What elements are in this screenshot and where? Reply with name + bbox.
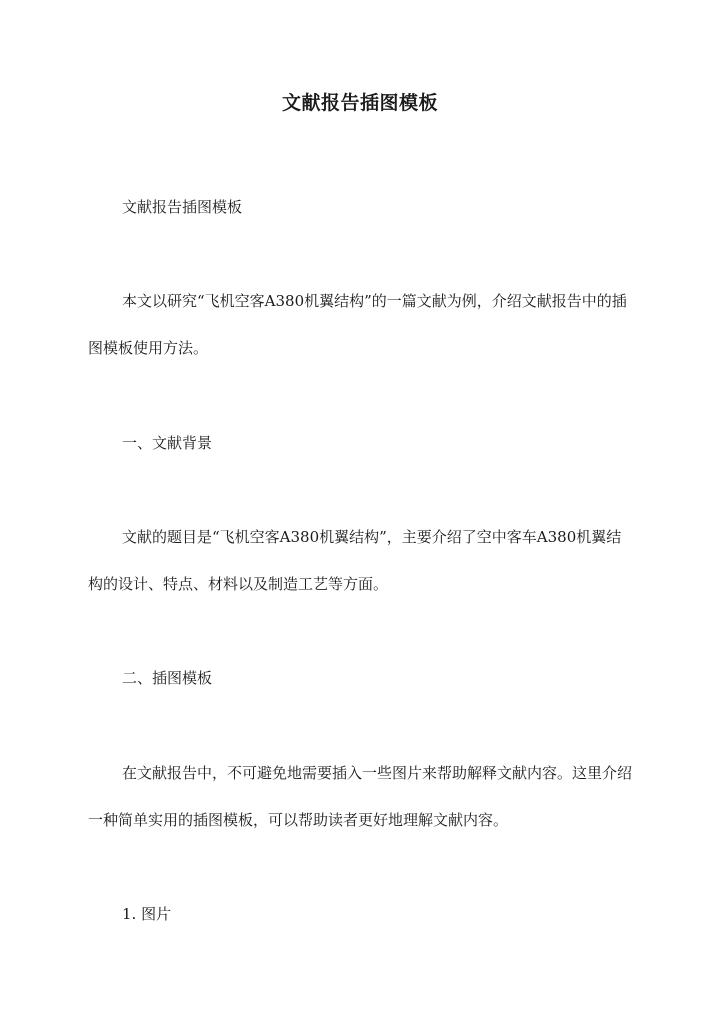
section-template-paragraph: 在文献报告中，不可避免地需要插入一些图片来帮助解释文献内容。这里介绍一种简单实用的插图模板，可以帮助读者更好地理解文献内容。 xyxy=(88,764,633,829)
intro-paragraph: 本文以研究“飞机空客A380机翼结构”的一篇文献为例，介绍文献报告中的插图模板使用方法。 xyxy=(88,292,627,357)
document-title: 文献报告插图模板 xyxy=(281,92,438,114)
section-background-paragraph: 文献的题目是“飞机空客A380机翼结构”，主要介绍了空中客车A380机翼结构的设计、特点、材料以及制造工艺等方面。 xyxy=(88,528,622,593)
section-heading-template: 二、插图模板 xyxy=(122,669,213,687)
subtitle-line: 文献报告插图模板 xyxy=(122,198,243,216)
section-heading-background: 一、文献背景 xyxy=(122,434,213,452)
subsection-heading-image: 1. 图片 xyxy=(122,905,172,923)
